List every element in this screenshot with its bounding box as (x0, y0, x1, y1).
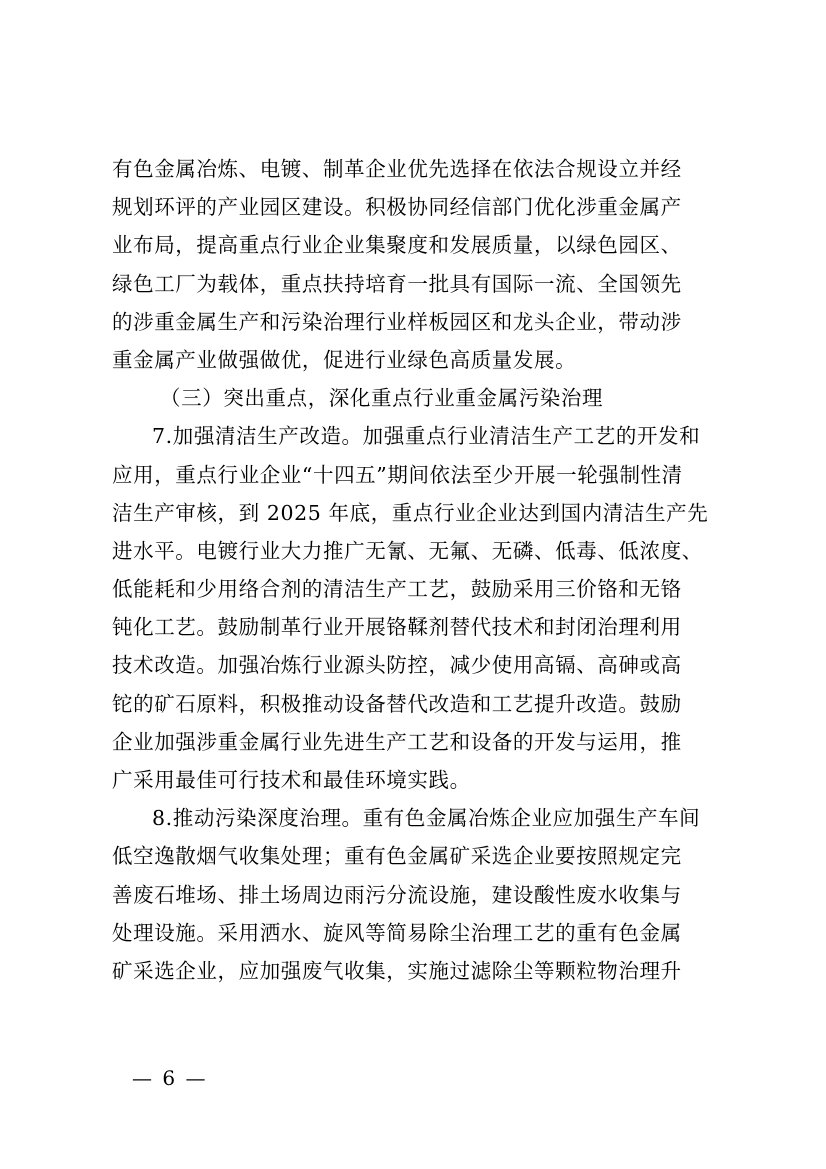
text-line: 技术改造。加强冶炼行业源头防控，减少使用高镉、高砷或高 (112, 653, 682, 678)
text-line: 业布局，提高重点行业企业集聚度和发展质量，以绿色园区、 (112, 233, 682, 258)
text-line: 重金属产业做强做优，促进行业绿色高质量发展。 (112, 347, 577, 372)
text-line: 规划环评的产业园区建设。积极协同经信部门优化涉重金属产 (112, 195, 682, 220)
text-line: 矿采选企业，应加强废气收集，实施过滤除尘等颗粒物治理升 (112, 958, 682, 983)
body-text (112, 150, 720, 990)
text-line: 钝化工艺。鼓励制革行业开展铬鞣剂替代技术和封闭治理利用 (112, 615, 682, 640)
paragraph-start: 8.推动污染深度治理。重有色金属冶炼企业应加强生产车间 (152, 806, 701, 831)
text-line: 的涉重金属生产和污染治理行业样板园区和龙头企业，带动涉 (112, 309, 682, 334)
text-line: 有色金属冶炼、电镀、制革企业优先选择在依法合规设立并经 (112, 157, 682, 181)
text-line: 处理设施。采用洒水、旋风等简易除尘治理工艺的重有色金属 (112, 920, 682, 945)
paragraph-start: 7.加强清洁生产改造。加强重点行业清洁生产工艺的开发和 (152, 424, 701, 449)
text-line: 企业加强涉重金属行业先进生产工艺和设备的开发与运用，推 (112, 729, 682, 754)
page-number: — 6 — (132, 1066, 208, 1090)
text-line: 洁生产审核，到 2025 年底，重点行业企业达到国内清洁生产先 (112, 500, 709, 525)
text-line: 广采用最佳可行技术和最佳环境实践。 (112, 768, 471, 792)
text-line: 低能耗和少用络合剂的清洁生产工艺，鼓励采用三价铬和无铬 (112, 577, 682, 602)
text-line: 进水平。电镀行业大力推广无氰、无氟、无磷、低毒、低浓度、 (112, 538, 703, 563)
text-line: 绿色工厂为载体，重点扶持培育一批具有国际一流、全国领先 (112, 271, 682, 296)
text-line: 善废石堆场、排土场周边雨污分流设施，建设酸性废水收集与 (112, 882, 682, 907)
text-line: 低空逸散烟气收集处理；重有色金属矿采选企业要按照规定完 (112, 844, 682, 869)
section-heading: （三）突出重点，深化重点行业重金属污染治理 (160, 386, 604, 411)
text-line: 铊的矿石原料，积极推动设备替代改造和工艺提升改造。鼓励 (112, 691, 682, 716)
text-line: 应用，重点行业企业“十四五”期间依法至少开展一轮强制性清 (112, 462, 683, 487)
